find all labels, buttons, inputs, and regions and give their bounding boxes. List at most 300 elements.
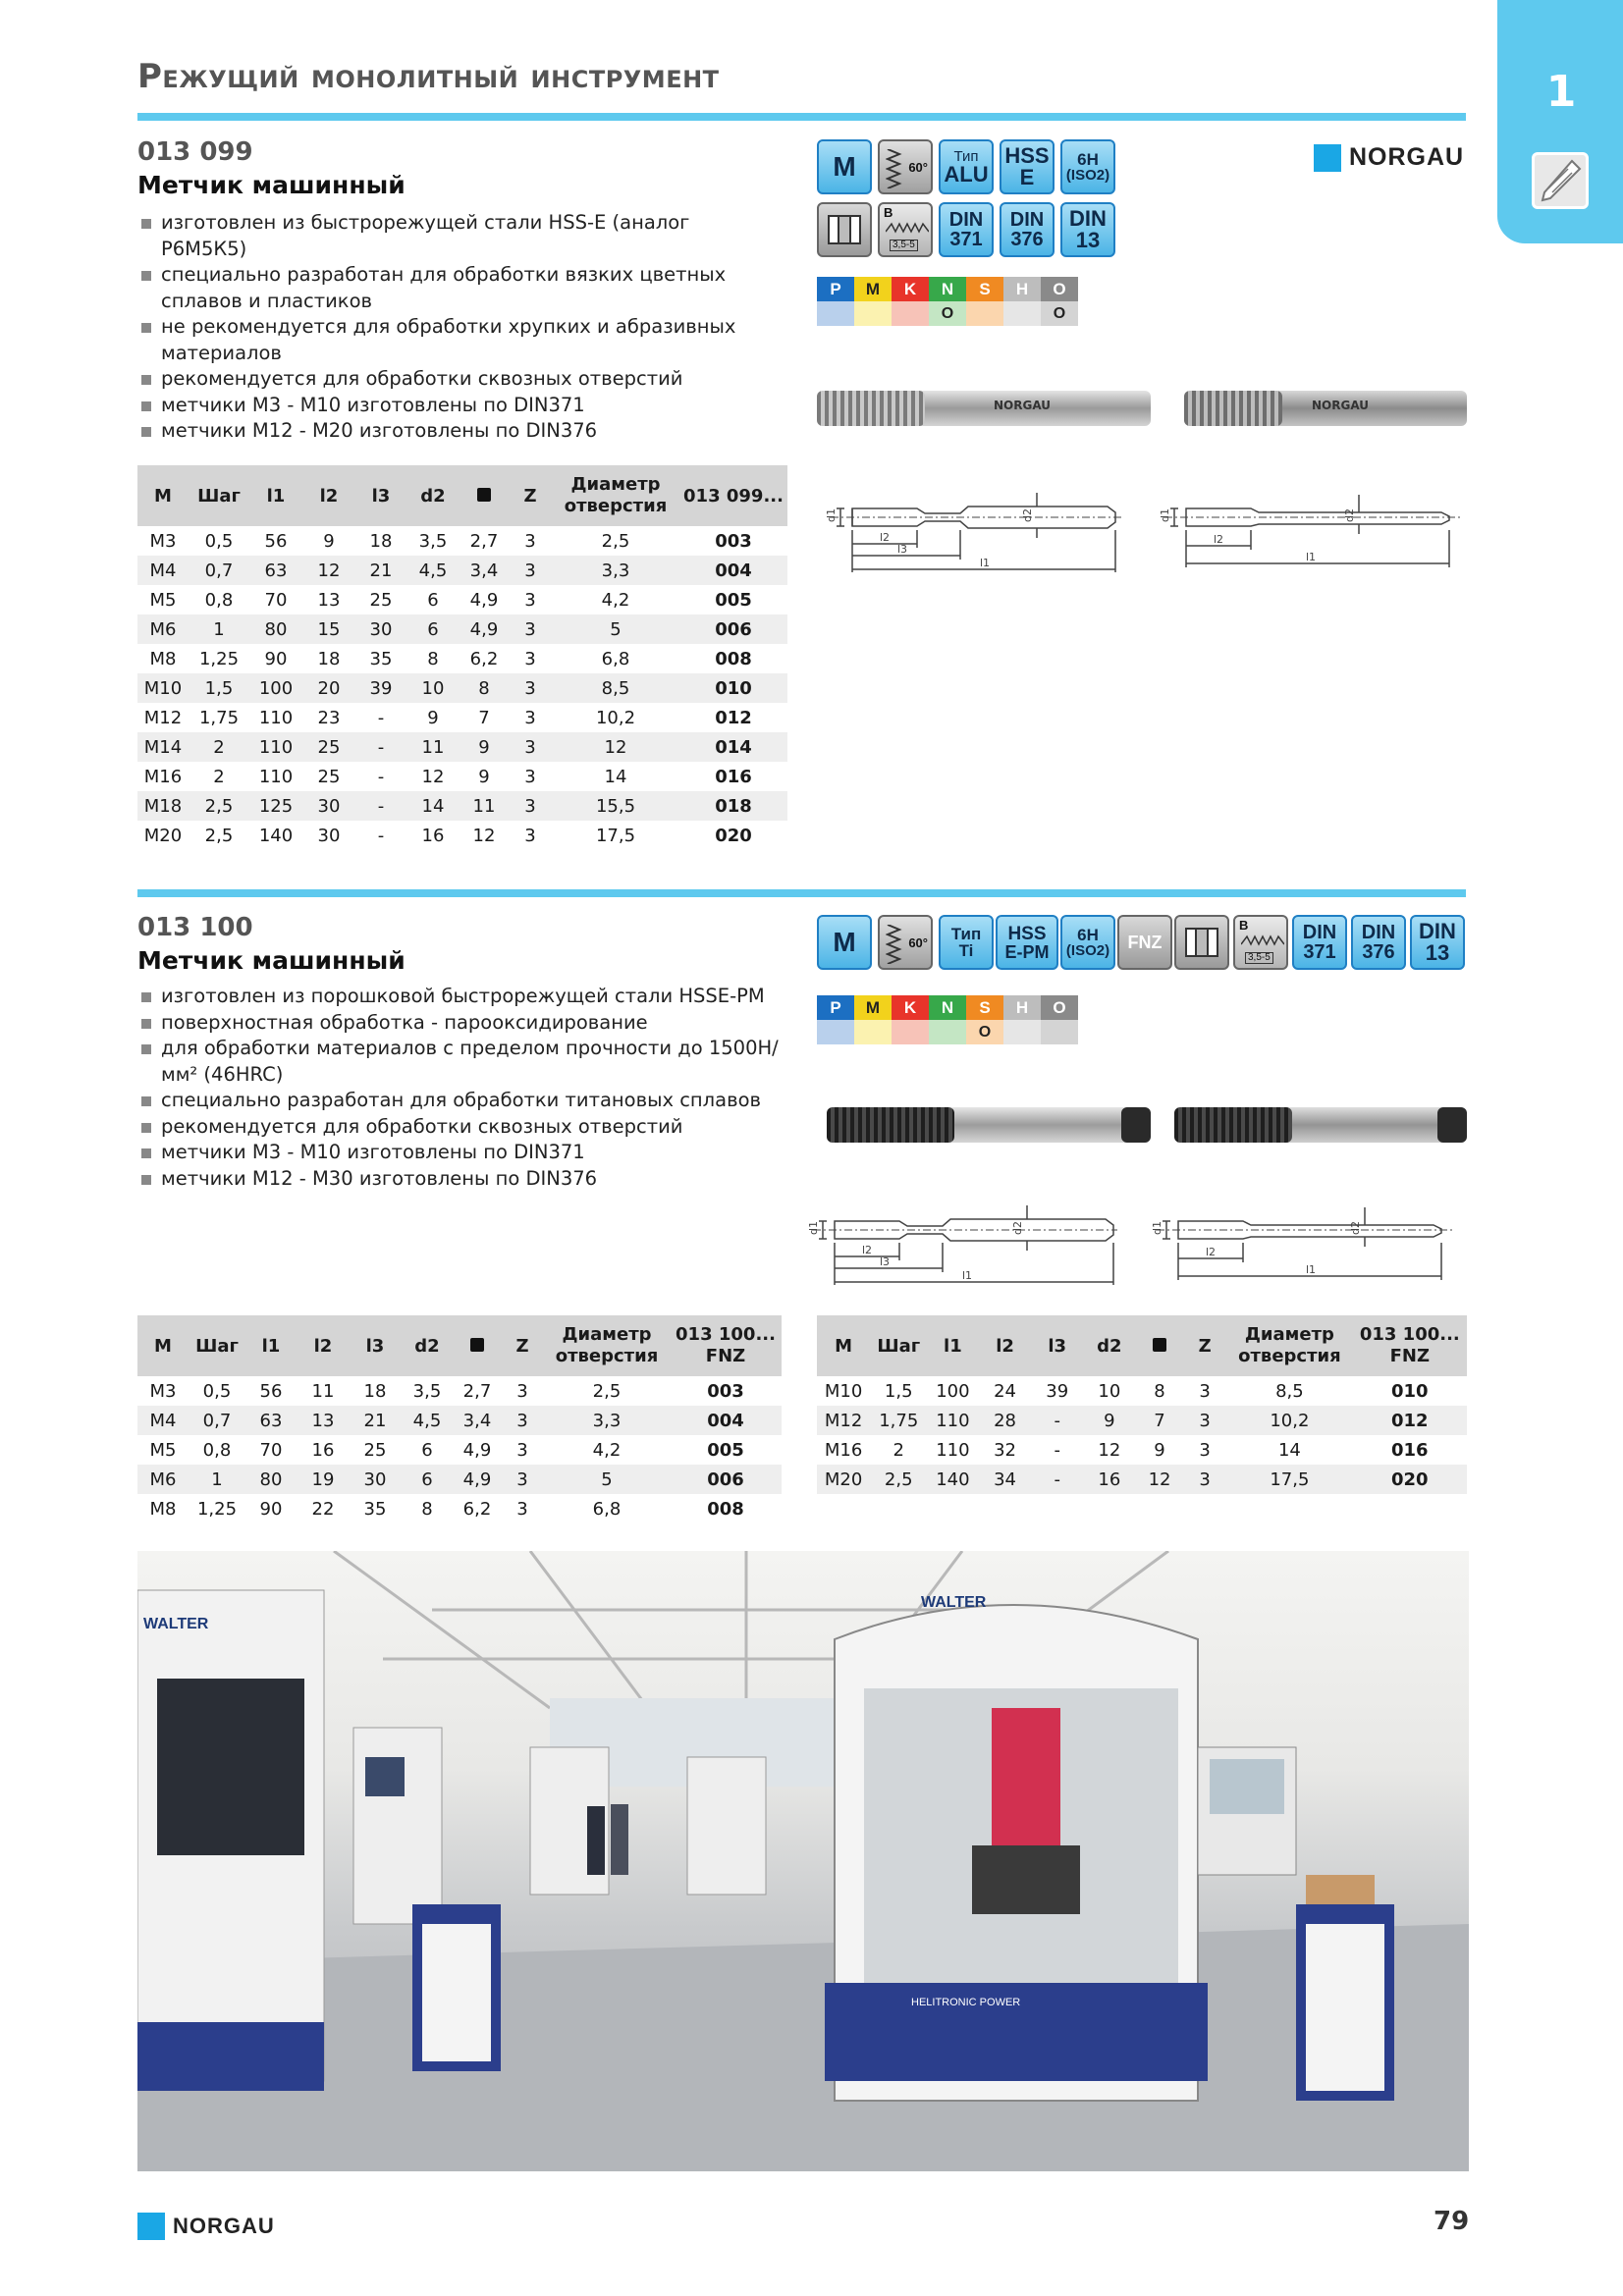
table-cell: 5 [544, 1465, 670, 1494]
table-cell: M6 [137, 614, 189, 644]
thread-angle-badge: 60° [878, 139, 933, 194]
table-cell: 11 [460, 791, 509, 821]
column-header: Шаг [870, 1315, 927, 1376]
material-mark [817, 1020, 854, 1044]
table-cell: 7 [1136, 1406, 1183, 1435]
table-cell: 56 [264, 530, 288, 552]
table-cell: 4,2 [592, 1439, 622, 1461]
feature-item: метчики М3 - М10 изготовлены по DIN371 [139, 1140, 787, 1166]
table-row [137, 614, 787, 644]
article-code: 012 [715, 707, 752, 728]
table-cell: 28 [978, 1406, 1031, 1435]
tap-photo-din371: NORGAU [817, 391, 1151, 426]
feature-item: метчики М12 - М30 изготовлены по DIN376 [139, 1166, 787, 1193]
table-row [137, 732, 787, 762]
table-cell: 6 [421, 1439, 433, 1461]
material-mark [854, 301, 892, 326]
feature-item: рекомендуется для обработки сквозных отверстий [139, 366, 778, 393]
table-cell: 3 [509, 556, 552, 585]
table-cell: 2,5 [870, 1465, 927, 1494]
din13-badge: DIN 13 [1060, 202, 1115, 257]
article-code: 020 [1353, 1465, 1467, 1494]
section2-features [139, 984, 787, 1192]
table-cell: 2 [213, 766, 225, 787]
table-cell: 125 [249, 791, 302, 821]
chapter-number: 1 [1545, 67, 1577, 117]
table-body [137, 526, 787, 850]
section1-material-table [817, 277, 1078, 326]
table-cell: 16 [421, 825, 445, 846]
table-cell: 12 [302, 556, 355, 585]
table-row [817, 1465, 1467, 1494]
table-cell: 3 [509, 791, 552, 821]
column-header: Z [501, 1315, 544, 1376]
machine-model-label: HELITRONIC POWER [911, 1997, 1021, 2008]
table-cell: 6,2 [469, 648, 499, 669]
din371-badge: DIN 371 [939, 202, 994, 257]
table-cell: 11 [311, 1380, 335, 1402]
article-code: 016 [1391, 1439, 1429, 1461]
tap-photo-din376 [1174, 1107, 1467, 1143]
table-cell: 63 [245, 1406, 297, 1435]
table-cell: - [1032, 1406, 1083, 1435]
material-s: S [966, 277, 1003, 301]
table-cell: 3,4 [454, 1406, 501, 1435]
table-cell: 110 [927, 1406, 978, 1435]
table-cell: 34 [978, 1465, 1031, 1494]
material-h: H [1003, 277, 1041, 301]
l3-label: l3 [897, 543, 908, 556]
tap-drawing-din376 [1149, 1192, 1463, 1290]
table-cell: 16 [311, 1439, 335, 1461]
table-cell: 9 [478, 766, 490, 787]
table-cell: 3 [516, 1439, 528, 1461]
table-cell: 3 [524, 530, 536, 552]
table-cell: - [1054, 1439, 1060, 1461]
table-cell: - [377, 707, 385, 728]
through-hole-icon [817, 202, 872, 257]
feature-item: не рекомендуется для обработки хрупких и абразивных материалов [139, 314, 778, 366]
material-mark [1003, 1020, 1041, 1044]
d2-label: d2 [1343, 508, 1356, 522]
logo-mark [137, 2213, 165, 2240]
table-cell: 14 [604, 766, 627, 787]
table-cell: 0,5 [202, 1380, 232, 1402]
d1-label: d1 [1151, 1221, 1163, 1235]
table-cell: M5 [149, 1439, 177, 1461]
table-cell: 39 [355, 673, 406, 703]
table-cell: 80 [249, 614, 302, 644]
article-code: 008 [707, 1498, 744, 1520]
table-cell: 2,5 [204, 825, 234, 846]
material-h: H [1003, 995, 1041, 1020]
column-header: Z [509, 465, 552, 526]
table-row [137, 821, 787, 850]
table-cell: 12 [421, 766, 445, 787]
feature-item: рекомендуется для обработки сквозных отверстий [139, 1114, 787, 1141]
table-cell: M18 [137, 791, 189, 821]
table-cell: 9 [427, 707, 439, 728]
table-cell: 11 [406, 732, 460, 762]
table-cell: 2,7 [462, 1380, 492, 1402]
square-shank-icon [460, 465, 509, 526]
tap-photo-din371 [827, 1107, 1151, 1143]
column-header: l2 [297, 1315, 350, 1376]
table-cell: 12 [552, 732, 679, 762]
table-cell: 30 [350, 1465, 401, 1494]
table-cell: 140 [927, 1465, 978, 1494]
logo-mark [1314, 144, 1341, 172]
feature-item: изготовлен из быстрорежущей стали HSS-E (аналог Р6М5К5) [139, 210, 778, 262]
table-cell: M3 [149, 530, 177, 552]
section2-name: Метчик машинный [137, 946, 406, 975]
table-cell: 4,2 [601, 589, 630, 611]
column-header: Диаметр отверстия [1226, 1315, 1352, 1376]
table-cell: 3 [524, 825, 536, 846]
table-cell: 30 [355, 614, 406, 644]
brand-logo [1314, 143, 1464, 172]
table-cell: M12 [143, 707, 183, 728]
table-cell: 6 [427, 589, 439, 611]
column-header: l1 [249, 465, 302, 526]
table-cell: 8,5 [1275, 1380, 1304, 1402]
table-cell: 2 [893, 1439, 904, 1461]
through-hole-icon [1174, 915, 1229, 970]
article-code: 005 [715, 589, 752, 611]
table-cell: 3,4 [460, 556, 509, 585]
table-cell: 17,5 [1226, 1465, 1352, 1494]
article-code: 006 [670, 1465, 782, 1494]
table-cell: 25 [363, 1439, 387, 1461]
feature-item: изготовлен из порошковой быстрорежущей стали HSSE-PM [139, 984, 787, 1010]
table-cell: 0,7 [189, 556, 249, 585]
table-cell: M4 [137, 556, 189, 585]
table-cell: 3 [1199, 1439, 1211, 1461]
square-shank-icon [1136, 1315, 1183, 1376]
table-cell: 9 [1083, 1406, 1136, 1435]
article-code: 010 [1391, 1380, 1429, 1402]
din13-badge: DIN 13 [1410, 915, 1465, 970]
table-cell: 19 [297, 1465, 350, 1494]
table-cell: M20 [143, 825, 183, 846]
table-cell: - [355, 791, 406, 821]
logo-text: NORGAU [173, 2214, 275, 2238]
table-cell: 1 [189, 614, 249, 644]
table-cell: 4,9 [460, 614, 509, 644]
table-cell: M14 [137, 732, 189, 762]
table-row [137, 762, 787, 791]
table-cell: 3 [524, 766, 536, 787]
column-header: M [137, 1315, 189, 1376]
table-cell: 4,5 [406, 556, 460, 585]
table-cell: 3 [524, 707, 536, 728]
table-cell: 110 [258, 707, 294, 728]
table-cell: 90 [259, 1498, 283, 1520]
hss-e-badge: HSS E [1000, 139, 1055, 194]
section1-code: 013 099 [137, 137, 253, 167]
table-cell: 1,5 [884, 1380, 913, 1402]
l2-label: l2 [1214, 533, 1224, 546]
table-row [137, 1406, 782, 1435]
page-number: 79 [1434, 2207, 1470, 2236]
section1-size-table [137, 465, 787, 850]
table-cell: M16 [824, 1439, 863, 1461]
material-o: O [1041, 995, 1078, 1020]
section1-name: Метчик машинный [137, 171, 406, 199]
table-cell: 3 [516, 1380, 528, 1402]
footer-logo [137, 2213, 275, 2240]
table-row [137, 644, 787, 673]
hss-e-pm-badge: HSS E-PM [996, 915, 1058, 970]
l2-label: l2 [880, 531, 891, 544]
table-cell: 30 [317, 825, 341, 846]
material-n: N [929, 277, 966, 301]
table-cell: 1,5 [189, 673, 249, 703]
column-header: l2 [302, 465, 355, 526]
material-mark: O [929, 301, 966, 326]
table-cell: 8 [460, 673, 509, 703]
column-header: Z [1183, 1315, 1226, 1376]
table-cell: 9 [323, 530, 335, 552]
material-mark: O [1041, 301, 1078, 326]
metric-thread-badge: M [817, 139, 872, 194]
article-code: 016 [715, 766, 752, 787]
square-shank-icon [454, 1315, 501, 1376]
table-cell: 110 [249, 732, 302, 762]
table-cell: 2,5 [189, 791, 249, 821]
material-mark [892, 301, 929, 326]
table-body [137, 1376, 782, 1523]
table-cell: 18 [363, 1380, 387, 1402]
table-cell: 10 [1098, 1380, 1121, 1402]
table-cell: 110 [258, 766, 294, 787]
column-header: d2 [406, 465, 460, 526]
table-cell: 12 [1136, 1465, 1183, 1494]
table-cell: 56 [259, 1380, 283, 1402]
d2-label: d2 [1349, 1221, 1362, 1235]
table-cell: 0,8 [204, 589, 234, 611]
table-cell: 63 [249, 556, 302, 585]
chamfer-form-badge: B 3,5-5 [1233, 915, 1288, 970]
table-cell: 39 [1046, 1380, 1069, 1402]
l1-label: l1 [1306, 551, 1317, 563]
l2-label: l2 [1206, 1246, 1217, 1258]
feature-item: поверхностная обработка - парооксидирование [139, 1010, 787, 1037]
table-cell: M16 [143, 766, 183, 787]
d2-label: d2 [1011, 1221, 1024, 1235]
table-row [817, 1406, 1467, 1435]
table-cell: 18 [317, 648, 341, 669]
table-cell: M3 [149, 1380, 177, 1402]
table-cell: 3,3 [544, 1406, 670, 1435]
table-cell: 3,5 [418, 530, 448, 552]
table-row [137, 1465, 782, 1494]
l1-label: l1 [962, 1269, 973, 1282]
table-row [137, 1494, 782, 1523]
table-body [817, 1376, 1467, 1494]
column-header: d2 [401, 1315, 454, 1376]
table-row [817, 1376, 1467, 1406]
table-cell: 12 [1098, 1439, 1121, 1461]
article-code: 006 [679, 614, 787, 644]
material-mark [966, 301, 1003, 326]
material-s: S [966, 995, 1003, 1020]
section-divider [137, 889, 1466, 897]
article-code: 003 [707, 1380, 744, 1402]
column-header: l3 [350, 1315, 401, 1376]
type-ti-badge: Тип Ti [939, 915, 994, 970]
table-cell: 13 [297, 1406, 350, 1435]
material-mark [1003, 301, 1041, 326]
table-row [137, 703, 787, 732]
table-cell: 3 [524, 589, 536, 611]
table-cell: 1,25 [198, 648, 240, 669]
article-code: 010 [679, 673, 787, 703]
table-cell: 90 [264, 648, 288, 669]
title-rule [137, 113, 1466, 121]
table-cell: 4,9 [469, 589, 499, 611]
feature-item: метчики М3 - М10 изготовлены по DIN371 [139, 393, 778, 419]
table-cell: 21 [350, 1406, 401, 1435]
table-cell: 3 [516, 1498, 528, 1520]
table-cell: 0,7 [189, 1406, 245, 1435]
tolerance-badge: 6H (ISO2) [1060, 915, 1115, 970]
material-k: K [892, 277, 929, 301]
table-cell: 25 [317, 766, 341, 787]
table-cell: 100 [249, 673, 302, 703]
table-cell: 3 [501, 1406, 544, 1435]
table-cell: 6 [406, 614, 460, 644]
column-header: 013 100... FNZ [670, 1315, 782, 1376]
table-cell: 10,2 [1226, 1406, 1352, 1435]
section2-size-table-right [817, 1315, 1467, 1494]
drill-icon [1532, 152, 1589, 209]
column-header: l3 [355, 465, 406, 526]
material-o: O [1041, 277, 1078, 301]
section1-features [139, 210, 778, 445]
table-row [137, 585, 787, 614]
table-cell: 2,7 [469, 530, 499, 552]
column-header: M [817, 1315, 870, 1376]
table-cell: 15 [302, 614, 355, 644]
table-cell: 8 [421, 1498, 433, 1520]
table-cell: M4 [137, 1406, 189, 1435]
article-code: 008 [715, 648, 752, 669]
table-cell: 5 [552, 614, 679, 644]
machine-brand-left: WALTER [143, 1616, 209, 1632]
d1-label: d1 [1159, 508, 1171, 522]
table-cell: 17,5 [595, 825, 636, 846]
feature-item: для обработки материалов с пределом прочности до 1500Н/мм² (46HRC) [139, 1036, 787, 1088]
din376-badge: DIN 376 [1000, 202, 1055, 257]
table-cell: 2,5 [592, 1380, 622, 1402]
table-cell: 1,75 [198, 707, 240, 728]
table-cell: M6 [137, 1465, 189, 1494]
column-header: l1 [245, 1315, 297, 1376]
table-cell: 9 [1154, 1439, 1165, 1461]
table-cell: 100 [936, 1380, 970, 1402]
chamfer-form-badge: B 3,5-5 [878, 202, 933, 257]
l1-label: l1 [980, 557, 991, 569]
l2-label: l2 [862, 1244, 873, 1256]
table-cell: 14 [1277, 1439, 1301, 1461]
din376-badge: DIN 376 [1351, 915, 1406, 970]
table-cell: 18 [369, 530, 393, 552]
material-p: P [817, 277, 854, 301]
table-cell: 24 [994, 1380, 1017, 1402]
table-cell: 4,5 [401, 1406, 454, 1435]
table-cell: 20 [302, 673, 355, 703]
article-code: 020 [715, 825, 752, 846]
table-cell: 6 [401, 1465, 454, 1494]
column-header: 013 100... FNZ [1353, 1315, 1467, 1376]
table-cell: 25 [369, 589, 393, 611]
table-cell: 3,5 [412, 1380, 442, 1402]
table-cell: 7 [478, 707, 490, 728]
material-m: M [854, 277, 892, 301]
table-cell: 70 [264, 589, 288, 611]
article-code: 018 [679, 791, 787, 821]
table-cell: M20 [817, 1465, 870, 1494]
column-header: Диаметр отверстия [544, 1315, 670, 1376]
logo-text: NORGAU [1349, 143, 1465, 171]
material-mark [1041, 1020, 1078, 1044]
workshop-photo [137, 1551, 1469, 2171]
article-code: 012 [1353, 1406, 1467, 1435]
table-cell: 70 [259, 1439, 283, 1461]
table-row [137, 1376, 782, 1406]
table-cell: 8 [1154, 1380, 1165, 1402]
table-cell: 3 [1183, 1465, 1226, 1494]
article-code: 014 [679, 732, 787, 762]
feature-item: специально разработан для обработки вязких цветных сплавов и пластиков [139, 262, 778, 314]
table-header-row [137, 1315, 782, 1376]
table-cell: M10 [824, 1380, 863, 1402]
table-row [137, 673, 787, 703]
table-header-row [137, 465, 787, 526]
d1-label: d1 [825, 508, 838, 522]
table-cell: 3,3 [552, 556, 679, 585]
table-cell: 32 [994, 1439, 1017, 1461]
table-cell: 14 [406, 791, 460, 821]
table-cell: 0,8 [202, 1439, 232, 1461]
table-row [817, 1435, 1467, 1465]
table-cell: 4,9 [462, 1439, 492, 1461]
table-cell: M12 [817, 1406, 870, 1435]
table-cell: M5 [149, 589, 177, 611]
feature-item: метчики М12 - М20 изготовлены по DIN376 [139, 418, 778, 445]
table-cell: 0,5 [204, 530, 234, 552]
column-header: l1 [927, 1315, 978, 1376]
article-code: 005 [707, 1439, 744, 1461]
table-cell: 2,5 [601, 530, 630, 552]
table-cell: 12 [472, 825, 496, 846]
table-cell: 2 [189, 732, 249, 762]
table-cell: - [377, 766, 385, 787]
section2-code: 013 100 [137, 913, 253, 942]
column-header: Шаг [189, 465, 249, 526]
table-cell: 110 [936, 1439, 970, 1461]
machine-brand-right: WALTER [921, 1594, 987, 1611]
section2-material-table [817, 995, 1078, 1044]
table-cell: M10 [137, 673, 189, 703]
column-header: Диаметр отверстия [552, 465, 679, 526]
table-cell: 23 [317, 707, 341, 728]
metric-thread-badge: M [817, 915, 872, 970]
article-code: 003 [715, 530, 752, 552]
table-cell: 35 [363, 1498, 387, 1520]
fnz-coating-badge: FNZ [1117, 915, 1172, 970]
